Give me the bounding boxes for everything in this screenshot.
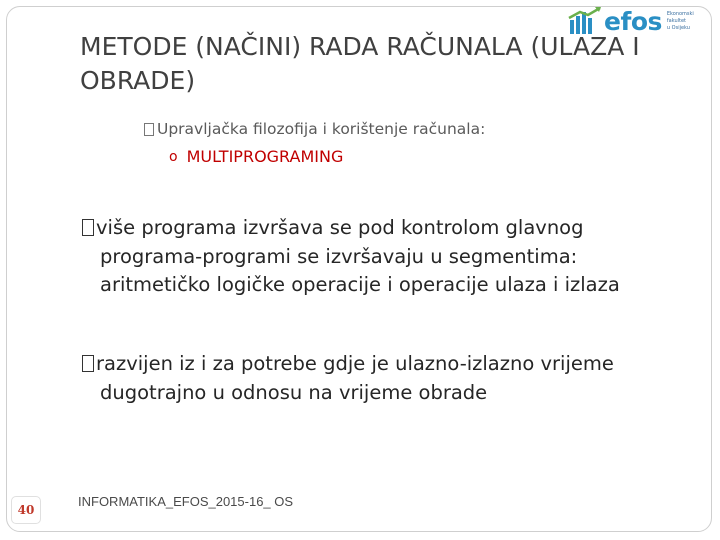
logo-tagline-line1: Ekonomski fakultet	[666, 10, 694, 24]
sub-bullet-text: MULTIPROGRAMING	[186, 147, 344, 166]
logo-wordmark: efos	[604, 6, 662, 36]
subheading-text: Upravljačka filozofija i korištenje računala:	[157, 120, 486, 138]
slide-title-line1: METODE (NAČINI) RADA RAČUNALA (ULAZA I	[80, 32, 640, 61]
logo-tagline-line2: u Osijeku	[666, 24, 690, 31]
paragraph-line: programa-programi se izvršavaju u segmentima:	[100, 244, 578, 268]
sub-bullet-marker: o	[169, 148, 178, 165]
missing-glyph-bullet-icon	[82, 219, 94, 236]
paragraph-line-text: više programa izvršava se pod kontrolom glavnog	[96, 216, 584, 239]
missing-glyph-bullet-icon	[144, 123, 154, 136]
sub-bullet	[169, 147, 343, 166]
subheading	[144, 120, 485, 138]
missing-glyph-bullet-icon	[82, 355, 94, 372]
paragraph-line: dugotrajno u odnosu na vrijeme obrade	[100, 380, 488, 404]
bullet-paragraph-1	[82, 214, 702, 300]
paragraph-line: aritmetičko logičke operacije i operacije ulaza i izlaza	[100, 273, 620, 296]
paragraph-line	[82, 350, 702, 379]
footer-text: INFORMATIKA_EFOS_2015-16_ OS	[78, 494, 294, 509]
logo-tagline	[667, 11, 707, 32]
page-number: 40	[11, 496, 41, 524]
slide-title-line2: OBRADE)	[80, 66, 196, 95]
paragraph-line	[82, 214, 702, 243]
bullet-paragraph-2	[82, 350, 702, 407]
slide-title	[80, 30, 670, 98]
paragraph-line-text: razvijen iz i za potrebe gdje je ulazno-izlazno vrijeme	[96, 352, 614, 375]
